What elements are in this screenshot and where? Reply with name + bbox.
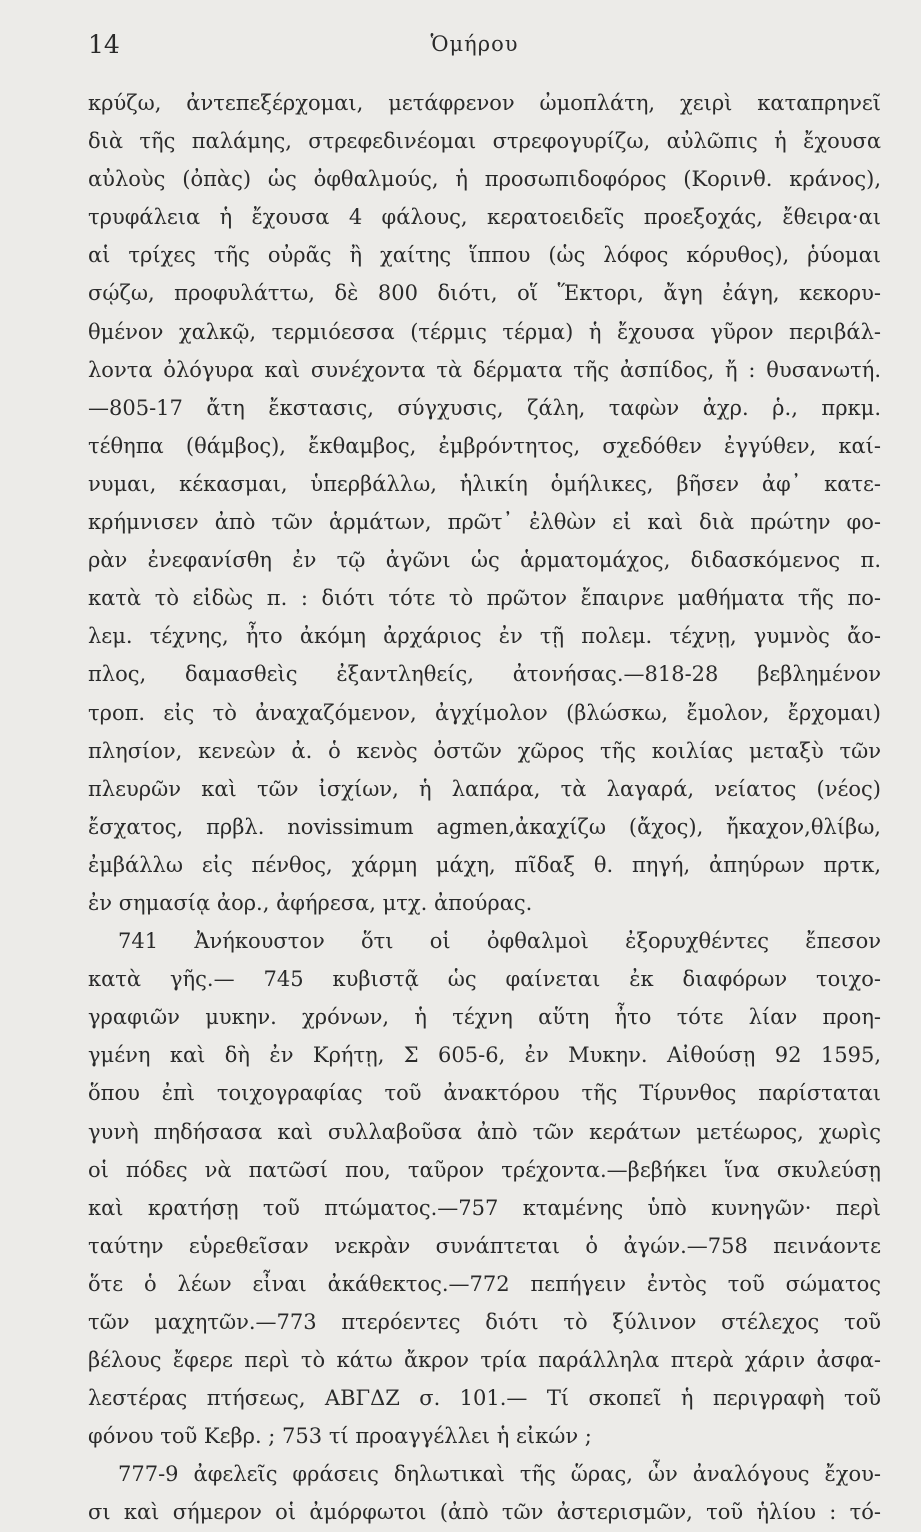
text-line: ἐμβάλλω εἰς πένθος, χάρμη μάχη, πῖδαξ θ. πηγή, ἀπηύρων πρτκ, xyxy=(88,852,881,877)
text-line: κρύζω, ἀντεπεξέρχομαι, μετάφρενον ὠμοπλάτη, χειρὶ καταπρηνεῖ xyxy=(88,91,881,115)
text-line: λεμ. τέχνης, ἦτο ἀκόμη ἀρχάριος ἐν τῇ πολεμ. τέχνῃ, γυμνὸς ἄο- xyxy=(88,624,881,649)
text-line: —805-17 ἄτη ἔκστασις, σύγχυσις, ζάλη, ταφὼν ἀχρ. ῥ., πρκμ. xyxy=(88,395,881,420)
text-line: καὶ κρατήσῃ τοῦ πτώματος.—757 κταμένης ὑπὸ κυνηγῶν· περὶ xyxy=(88,1195,881,1220)
text-line: τέθηπα (θάμβος), ἔκθαμβος, ἐμβρόντητος, σχεδόθεν ἐγγύθεν, καί- xyxy=(88,433,881,458)
text-line: βέλους ἔφερε περὶ τὸ κάτω ἄκρον τρία παράλληλα πτερὰ χάριν ἀσφα- xyxy=(88,1348,881,1373)
text-line: κρήμνισεν ἀπὸ τῶν ἁρμάτων, πρῶτ᾽ ἐλθὼν εἰ καὶ διὰ πρώτην φο- xyxy=(88,510,881,535)
text-line: σι καὶ σήμερον οἱ ἀμόρφωτοι (ἀπὸ τῶν ἀστερισμῶν, τοῦ ἡλίου : τό- xyxy=(88,1500,881,1525)
text-line: ἐν σημασίᾳ ἀορ., ἀφήρεσα, μτχ. ἀπούρας. xyxy=(88,890,533,915)
page-header xyxy=(88,30,861,70)
text-line: πλησίον, κενεὼν ἀ. ὁ κενὸς ὀστῶν χῶρος τῆς κοιλίας μεταξὺ τῶν xyxy=(88,738,881,763)
text-line: λεστέρας πτήσεως, ΑΒΓΔΖ σ. 101.— Τί σκοπεῖ ἡ περιγραφὴ τοῦ xyxy=(88,1386,881,1411)
commentary-text xyxy=(88,84,881,1532)
text-line: φόνου τοῦ Κεβρ. ; 753 τί προαγγέλλει ἡ εἰκών ; xyxy=(88,1424,592,1449)
text-line: ταύτην εὑρεθεῖσαν νεκρὰν συνάπτεται ὁ ἀγών.—758 πεινάοντε xyxy=(88,1233,881,1258)
text-line: οἱ πόδες νὰ πατῶσί που, ταῦρον τρέχοντα.—βεβήκει ἵνα σκυλεύσῃ xyxy=(88,1157,881,1182)
text-line: σῴζω, προφυλάττω, δὲ 800 διότι, οἵ Ἕκτορι, ἄγη ἐάγη, κεκορυ- xyxy=(88,281,881,306)
text-line: πλος, δαμασθεὶς ἐξαντληθείς, ἀτονήσας.—818-28 βεβλημένον xyxy=(88,662,881,687)
text-line: τροπ. εἰς τὸ ἀναχαζόμενον, ἀγχίμολον (βλώσκω, ἔμολον, ἔρχομαι) xyxy=(88,700,881,725)
text-line: διὰ τῆς παλάμης, στρεφεδινέομαι στρεφογυρίζω, αὐλῶπις ἡ ἔχουσα xyxy=(88,129,881,154)
text-line: ρὰν ἐνεφανίσθη ἐν τῷ ἀγῶνι ὡς ἁρματομάχος, διδασκόμενος π. xyxy=(88,548,881,573)
text-line: αὐλοὺς (ὀπὰς) ὡς ὀφθαλμούς, ἡ προσωπιδοφόρος (Κορινθ. κράνος), xyxy=(88,167,881,192)
text-line: θμένον χαλκῷ, τερμιόεσσα (τέρμις τέρμα) ἡ ἔχουσα γῦρον περιβάλ- xyxy=(88,319,881,344)
text-line: 741 Ἀνήκουστον ὅτι οἱ ὀφθαλμοὶ ἐξορυχθέντες ἔπεσον xyxy=(118,929,881,954)
text-line: ὅτε ὁ λέων εἶναι ἀκάθεκτος.—772 πεπήγειν ἐντὸς τοῦ σώματος xyxy=(88,1271,881,1296)
text-line: κατὰ τὸ εἰδὼς π. : διότι τότε τὸ πρῶτον ἔπαιρνε μαθήματα τῆς πο- xyxy=(88,586,881,611)
text-line: αἱ τρίχες τῆς οὐρᾶς ἢ χαίτης ἵππου (ὡς λόφος κόρυθος), ῥύομαι xyxy=(88,243,881,268)
text-line: τῶν μαχητῶν.—773 πτερόεντες διότι τὸ ξύλινον στέλεχος τοῦ xyxy=(88,1310,881,1334)
text-line: ὅπου ἐπὶ τοιχογραφίας τοῦ ἀνακτόρου τῆς Τίρυνθος παρίσταται xyxy=(88,1081,881,1106)
text-line: νυμαι, κέκασμαι, ὑπερβάλλω, ἡλικίη ὁμήλικες, βῆσεν ἀφ᾽ κατε- xyxy=(88,471,881,496)
text-line: γραφιῶν μυκην. χρόνων, ἡ τέχνη αὕτη ἦτο τότε λίαν προη- xyxy=(88,1005,881,1030)
text-line: λοντα ὀλόγυρα καὶ συνέχοντα τὰ δέρματα τῆς ἀσπίδος, ἤ : θυσανωτή. xyxy=(88,357,881,382)
text-line: τρυφάλεια ἡ ἔχουσα 4 φάλους, κερατοειδεῖς προεξοχάς, ἔθειρα·αι xyxy=(88,205,881,230)
page-number: 14 xyxy=(88,30,120,59)
text-line: γυνὴ πηδήσασα καὶ συλλαβοῦσα ἀπὸ τῶν κεράτων μετέωρος, χωρὶς xyxy=(88,1119,881,1144)
text-line: γμένη καὶ δὴ ἐν Κρήτῃ, Σ 605-6, ἐν Μυκην. Αἰθούσῃ 92 1595, xyxy=(88,1043,881,1068)
text-line: ἔσχατος, πρβλ. novissimum agmen,ἀκαχίζω (ἄχος), ἤκαχον,θλίβω, xyxy=(88,814,881,839)
text-line: κατὰ γῆς.— 745 κυβιστᾷ ὡς φαίνεται ἐκ διαφόρων τοιχο- xyxy=(88,967,881,992)
running-title: Ὁμήρου xyxy=(430,32,519,56)
text-line: πλευρῶν καὶ τῶν ἰσχίων, ἡ λαπάρα, τὰ λαγαρά, νείατος (νέος) xyxy=(88,776,881,801)
text-line: 777-9 ἀφελεῖς φράσεις δηλωτικαὶ τῆς ὥρας, ὧν ἀναλόγους ἔχου- xyxy=(118,1462,881,1487)
